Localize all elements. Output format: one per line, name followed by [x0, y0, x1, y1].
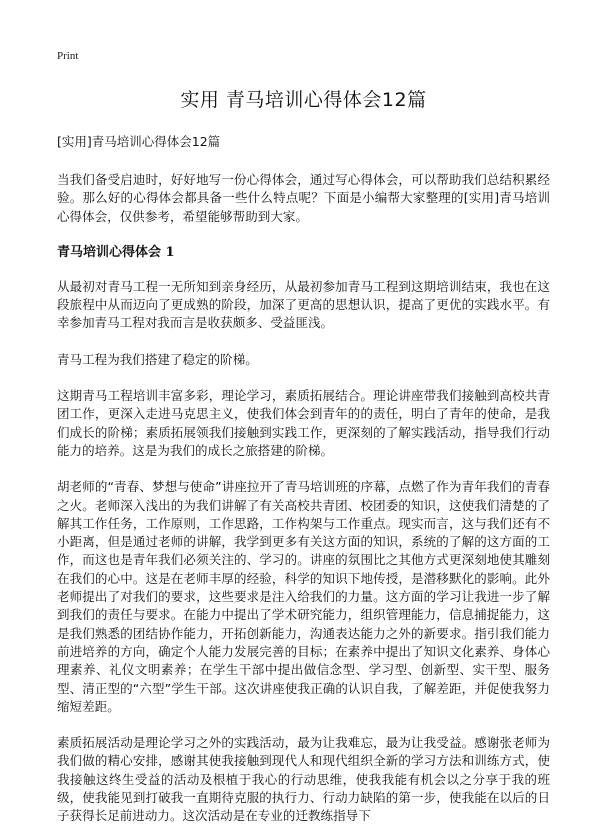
document-subtitle: [实用]青马培训心得体会12篇 — [57, 134, 221, 149]
body-paragraph-1: 从最初对青马工程一无所知到亲身经历，从最初参加青马工程到这期培训结束，我也在这段旅程中从而迈向了更成熟的阶段，加深了更高的思想认识，提高了更优的实践水平。有幸参加青马工程对我而言是收获颇多、受益匪浅。 — [57, 278, 550, 331]
body-paragraph-4: 胡老师的“青春、梦想与使命”讲座拉开了青马培训班的序幕，点燃了作为青年我们的青春之火。老师深入浅出的为我们讲解了有关高校共青团、校团委的知识，这使我们清楚的了解其工作任务，工作原则，工作思路，工作构架与工作重点。现实而言，这与我们还有不小距离，但是通过老师的讲解，我学到更多有关这方面的知识，系统的了解的这方面的工作，而这也是青年我们必须关注的、学习的。讲座的氛围比之其他方式更深刻地使其雕刻在我们的心中。这是在老师丰厚的经验，科学的知识下地传授，是潜移默化的影响。此外老师提出了对我们的要求，这些要求是注入给我们的力量。这方面的学习让我进一步了解到我们的责任与要求。在能力中提出了学术研究能力，组织管理能力，信息捕捉能力，这是我们熟悉的团结协作能力，开拓创新能力，沟通表达能力之外的新要求。指引我们能力前进培养的方向，确定个人能力发展完善的目标；在素养中提出了知识文化素养、身体心理素养、礼仪文明素养；在学生干部中提出做信念型、学习型、创新型、实干型、服务型、清正型的“六型”学生干部。这次讲座使我正确的认识自我，了解差距，并促使我努力缩短差距。 — [57, 479, 550, 714]
body-paragraph-3: 这期青马工程培训丰富多彩，理论学习，素质拓展结合。理论讲座带我们接触到高校共青团工作，更深入走进马克思主义，使我们体会到青年的的责任，明白了青年的使命，是我们成长的阶梯；素质拓展领我们接触到实践工作，更深刻的了解实践活动，指导我们行动能力的培养。这是为我们的成长之旅搭建的阶梯。 — [57, 388, 550, 458]
document-title: 实用 青马培训心得体会12篇 — [180, 89, 427, 111]
body-paragraph-5: 素质拓展活动是理论学习之外的实践活动，最为让我难忘，最为让我受益。感谢张老师为我们做的精心安排，感谢其使我接触到现代人和现代组织全新的学习方法和训练方式，使我接触这终生受益的活动及根植于我心的行动思维，使我我能有机会以之分享于我的班级，使我能见到打破我一直期待克服的执行力、行动力缺陷的第一步，使我能在以后的日子获得长足前进动力。这次活动是在专业的迁教练指导下 — [57, 735, 550, 824]
intro-paragraph: 当我们备受启迪时，好好地写一份心得体会，通过写心得体会，可以帮助我们总结积累经验。那么好的心得体会都具备一些什么特点呢？下面是小编帮大家整理的[实用]青马培训心得体会，仅供参考，希望能够帮助到大家。 — [57, 172, 550, 224]
print-link[interactable]: Print — [57, 50, 79, 62]
section-heading: 青马培训心得体会 1 — [57, 244, 175, 260]
body-paragraph-2: 青马工程为我们搭建了稳定的阶梯。 — [57, 351, 258, 367]
